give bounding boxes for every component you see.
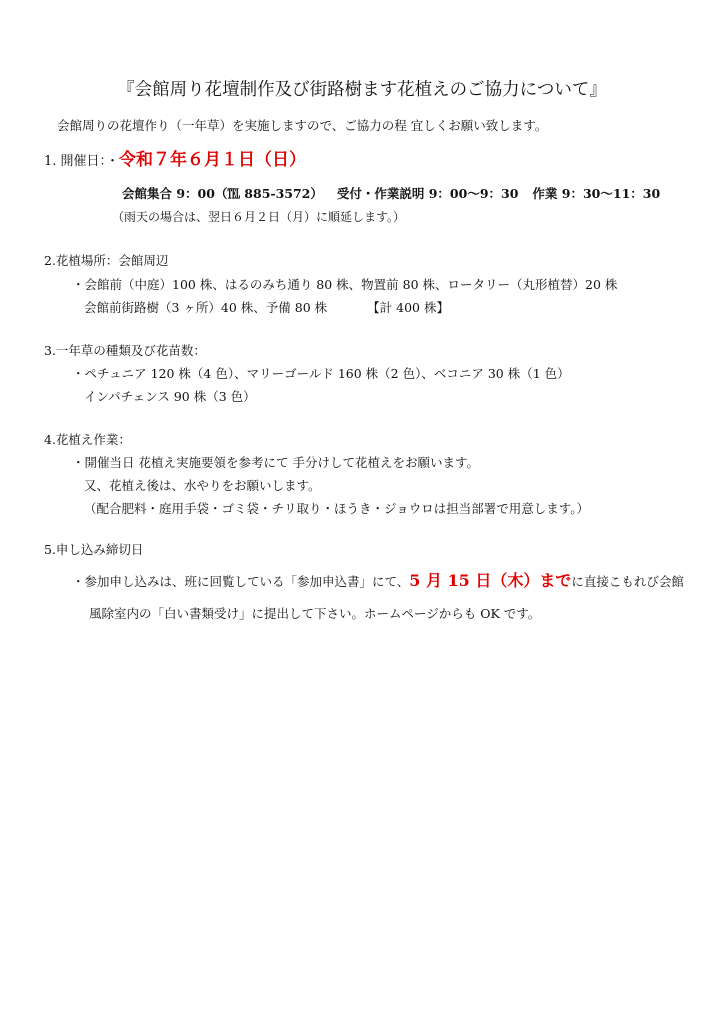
rain-note: （雨天の場合は、翌日６月２日（月）に順延します。） [112, 210, 406, 224]
section-2-line-2-text: 会館前街路樹（3 ヶ所）40 株、予備 80 株 [84, 300, 328, 315]
intro-text: 会館周りの花壇作り（一年草）を実施しますので、ご協力の程 宜しくお願い致します。 [57, 118, 548, 133]
section-3-heading: 3.一年草の種類及び花苗数： [44, 343, 206, 358]
work-time: 作業 9：30～11：30 [532, 186, 661, 201]
section-3-line-1: ・ペチュニア 120 株（4 色）、マリーゴールド 160 株（2 色）、ベコニア 30 株（1 色） [72, 366, 570, 381]
section-2-line-2 [84, 300, 449, 315]
document-title: 『会館周り花壇制作及び街路樹ます花植えのご協力について』 [117, 80, 607, 100]
section-5-line-1-after: に直接こもれび会館 [571, 574, 684, 589]
section-5-heading: 5.申し込み締切日 [44, 542, 144, 557]
section-3-line-2: インパチェンス 90 株（3 色） [84, 389, 256, 404]
section-5-line-1 [72, 571, 684, 590]
schedule-line [122, 186, 660, 201]
section-1-date-line [44, 150, 306, 170]
section-2-line-1: ・会館前（中庭）100 株、はるのみち通り 80 株、物置前 80 株、ロータリー（丸形植替）20 株 [72, 277, 618, 292]
section-4-line-2: 又、花植え後は、水やりをお願いします。 [84, 478, 321, 493]
section-4-line-3: （配合肥料・庭用手袋・ゴミ袋・チリ取り・ほうき・ジョウロは担当部署で用意します。） [84, 501, 590, 516]
total-count: 【計 400 株】 [367, 300, 449, 315]
reception-time: 受付・作業説明 9：00～9：30 [336, 186, 519, 201]
section-2-heading: 2.花植場所：会館周辺 [44, 253, 169, 268]
section-4-line-1: ・開催当日 花植え実施要領を参考にて 手分けして花植えをお願います。 [72, 455, 479, 470]
section-5-line-2: 風除室内の「白い書類受け」に提出して下さい。ホームページからも OK です。 [89, 606, 541, 621]
deadline-date: 5 月 15 日（木）まで [409, 571, 572, 590]
section-5-line-1-before: ・参加申し込みは、班に回覧している「参加申込書」にて、 [72, 574, 410, 589]
section-4-heading: 4.花植え作業： [44, 432, 131, 447]
event-date: 令和７年６月１日（日） [119, 150, 307, 170]
gather-time: 会館集合 9：00（℡ 885-3572） [122, 186, 323, 201]
section-1-label: 1. 開催日：・ [44, 154, 120, 169]
